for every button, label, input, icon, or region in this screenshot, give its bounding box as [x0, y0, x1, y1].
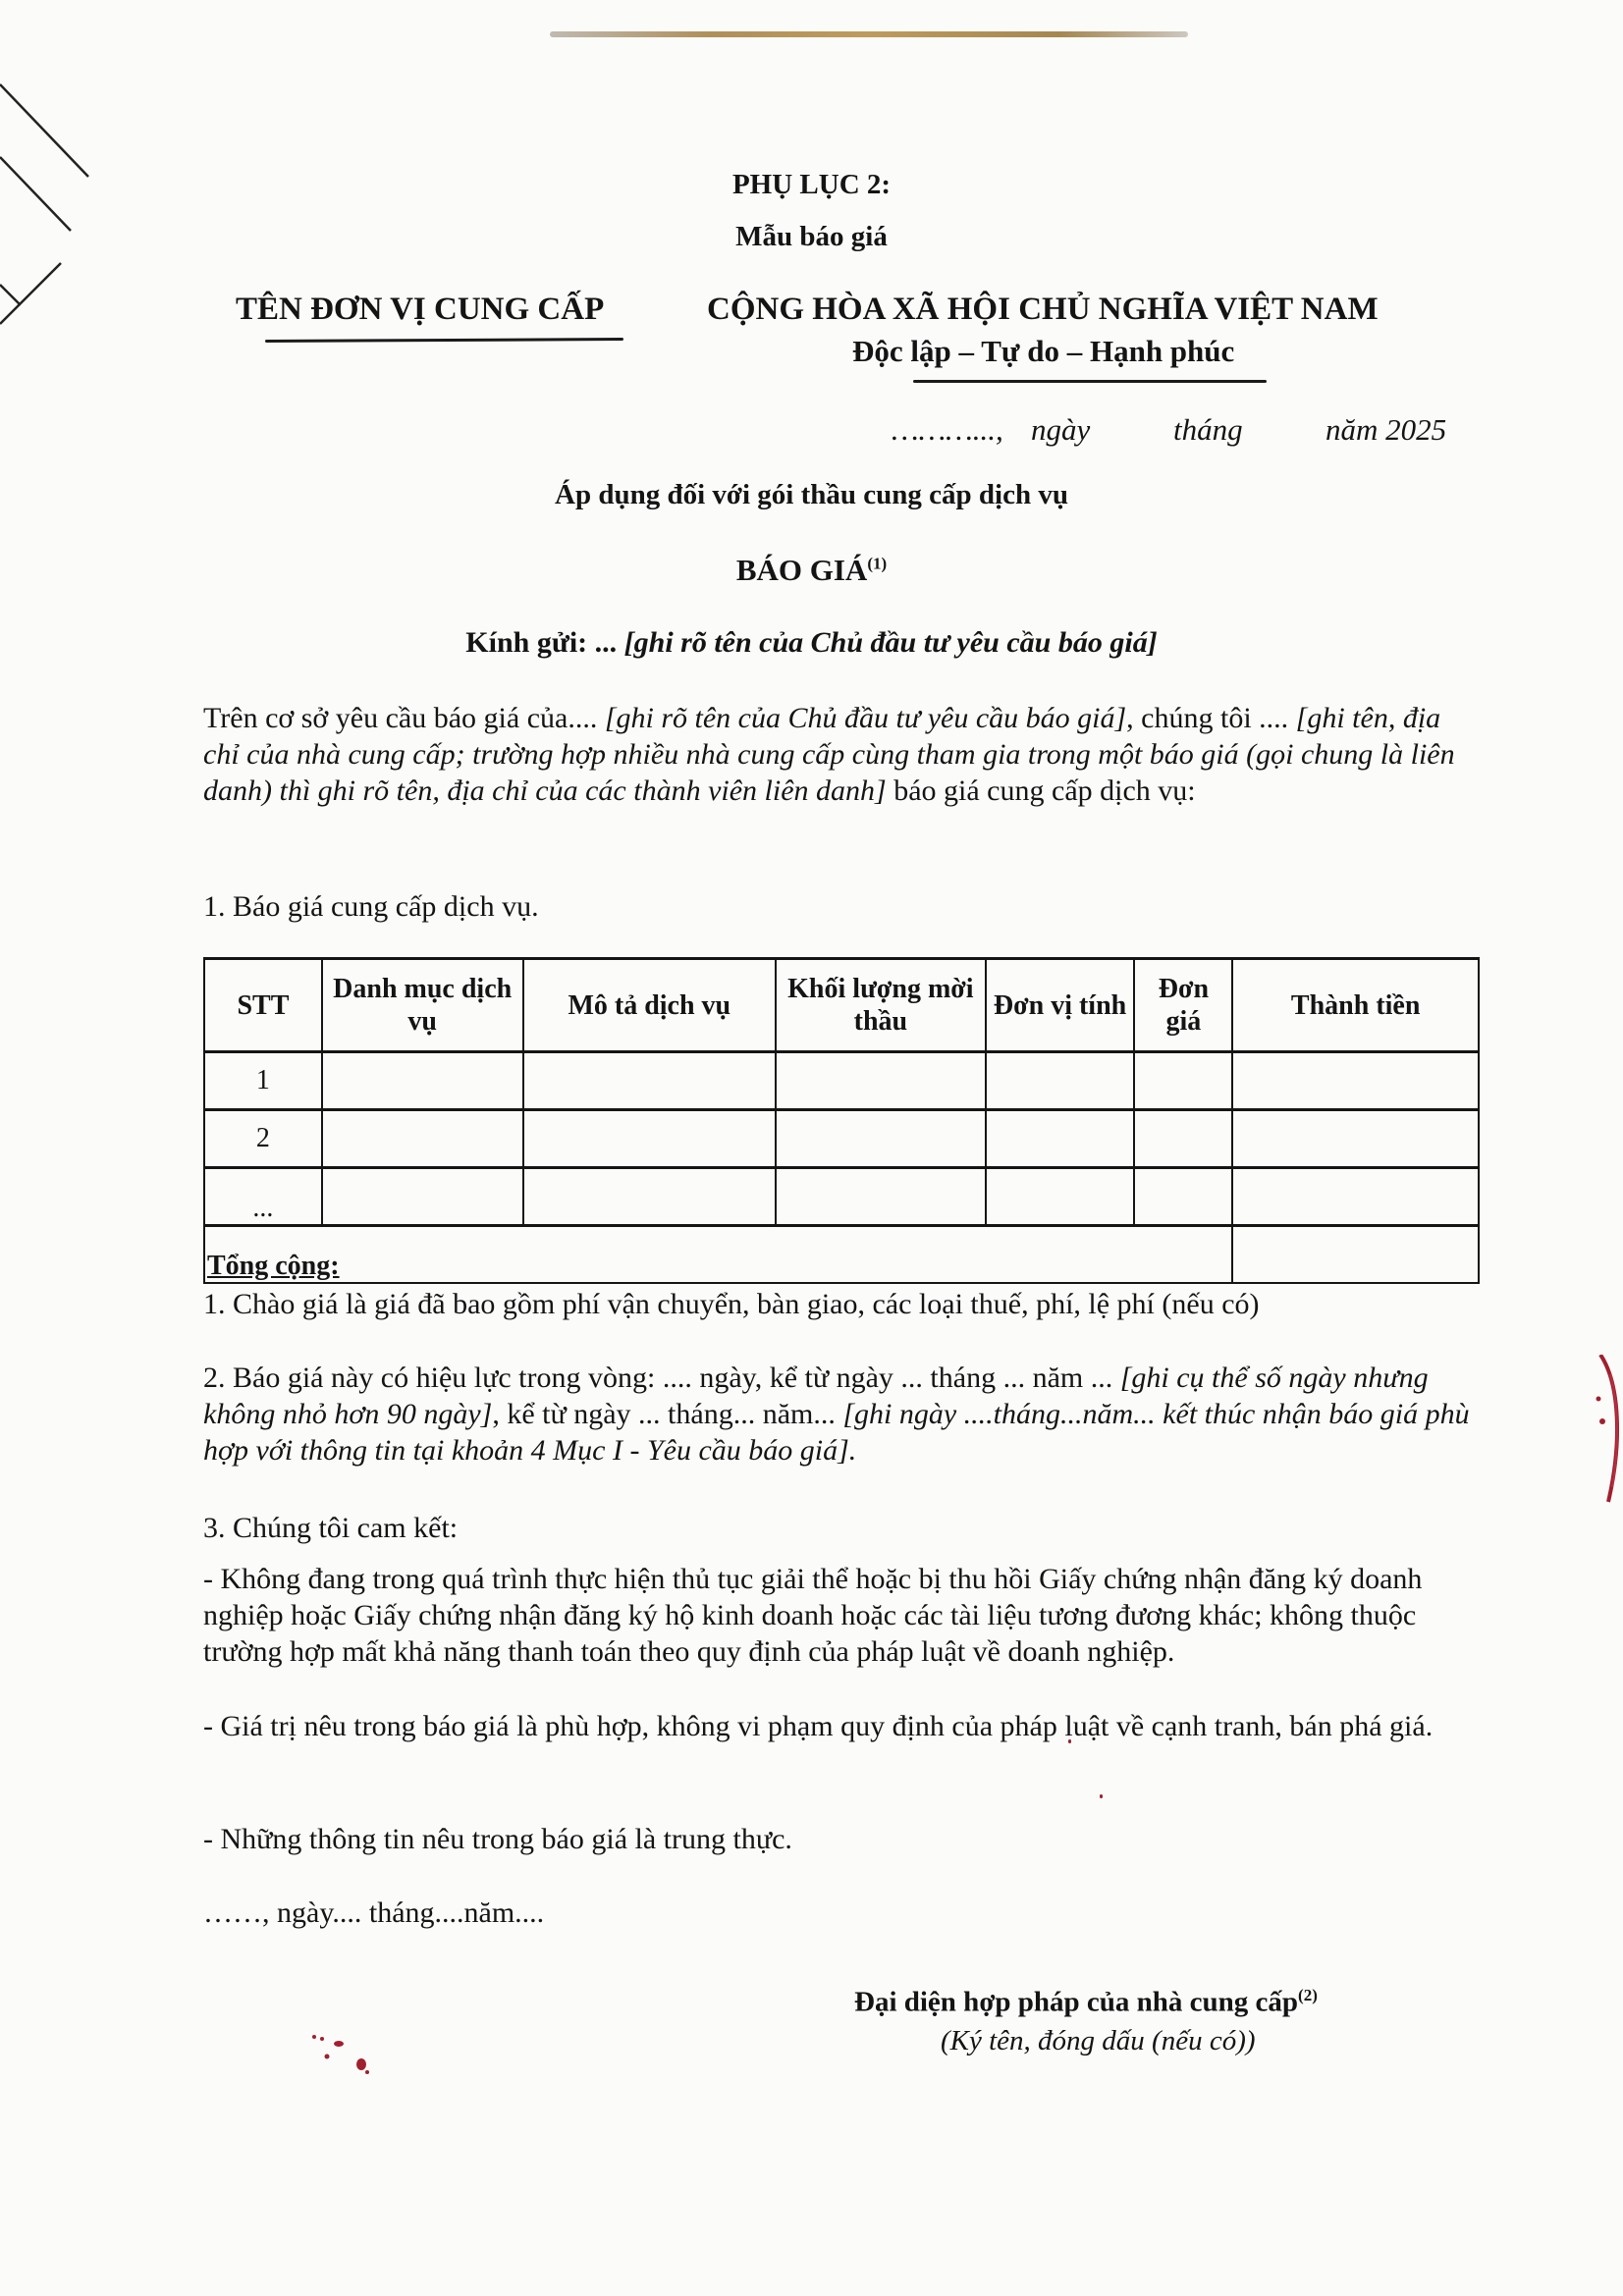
intro-paragraph: [203, 700, 1480, 809]
header-unit: Đơn vị tính: [986, 959, 1135, 1052]
total-value-cell[interactable]: [1232, 1226, 1479, 1284]
row-stt: 1: [204, 1052, 322, 1110]
cell-service-description[interactable]: [523, 1168, 777, 1226]
note-1: 1. Chào giá là giá đã bao gồm phí vận chuyển, bàn giao, các loại thuế, phí, lệ phí (nếu có): [203, 1288, 1260, 1320]
commitment-item: - Những thông tin nêu trong báo giá là trung thực.: [203, 1823, 792, 1855]
organization-underline: [265, 338, 623, 343]
table-row: [204, 1168, 1479, 1226]
organization-name-placeholder: TÊN ĐƠN VỊ CUNG CẤP: [236, 292, 605, 327]
cell-tender-quantity[interactable]: [776, 1052, 986, 1110]
cell-unit[interactable]: [986, 1168, 1135, 1226]
scan-edge-artifact: [550, 31, 1188, 37]
cell-unit[interactable]: [986, 1052, 1135, 1110]
intro-placeholder-investor: [ghi rõ tên của Chủ đầu tư yêu cầu báo giá]: [604, 702, 1127, 734]
header-service-description: Mô tả dịch vụ: [523, 959, 777, 1052]
section1-title: 1. Báo giá cung cấp dịch vụ.: [203, 890, 539, 923]
table-row: [204, 1052, 1479, 1110]
quote-title-text: BÁO GIÁ: [735, 553, 868, 587]
ink-speck: [1100, 1794, 1103, 1798]
motto-underline: [913, 380, 1267, 383]
applicability-line: Áp dụng đối với gói thầu cung cấp dịch vụ: [555, 479, 1068, 510]
corner-mark-icon: [0, 79, 118, 334]
header-total-amount: Thành tiền: [1232, 959, 1479, 1052]
cell-total-amount[interactable]: [1232, 1168, 1479, 1226]
quote-title: [0, 553, 1623, 588]
cell-unit[interactable]: [986, 1110, 1135, 1168]
commitment-item: - Không đang trong quá trình thực hiện thủ tục giải thể hoặc bị thu hồi Giấy chứng nhận đăng ký doanh nghiệp hoặc Giấy chứng nhận đăng ký hộ kinh doanh hoặc các tài liệu tương đương khác; không thuộc trường hợp mất khả năng thanh toán theo quy định của pháp luật về doanh nghiệp.: [203, 1563, 1423, 1668]
date-day-label: ngày: [1031, 412, 1091, 447]
form-title: Mẫu báo giá: [735, 221, 888, 252]
cell-service-category[interactable]: [322, 1052, 523, 1110]
intro-text: Trên cơ sở yêu cầu báo giá của....: [203, 702, 605, 734]
intro-placeholder-supplier: [ghi tên, địa chỉ của nhà cung cấp; trường hợp nhiều nhà cung cấp cùng tham gia trong một báo giá (gọi chung là liên danh) thì ghi rõ tên, địa chỉ của các thành viên liên danh]: [203, 702, 1455, 807]
addressee-line: [0, 626, 1623, 660]
appendix-title: PHỤ LỤC 2:: [731, 169, 892, 200]
commitment-item: - Giá trị nêu trong báo giá là phù hợp, không vi phạm quy định của pháp luật về cạnh tranh, bán phá giá.: [203, 1710, 1434, 1742]
signature-title: [854, 1986, 1318, 2019]
date-month-label: tháng: [1173, 412, 1243, 447]
table-row: [204, 1110, 1479, 1168]
row-stt: 2: [204, 1110, 322, 1168]
red-stamp-fragment-icon: [1591, 1355, 1623, 1512]
cell-tender-quantity[interactable]: [776, 1168, 986, 1226]
header-unit-price: Đơn giá: [1134, 959, 1232, 1052]
cell-unit-price[interactable]: [1134, 1168, 1232, 1226]
addressee-label: Kính gửi: ...: [465, 626, 618, 659]
intro-text: , chúng tôi ....: [1126, 702, 1296, 734]
note-2-placeholder-days: [ghi cụ thể số ngày nhưng không nhỏ hơn 90 ngày]: [203, 1362, 1429, 1430]
footnote-ref-1: (1): [867, 554, 888, 573]
cell-unit-price[interactable]: [1134, 1052, 1232, 1110]
cell-service-description[interactable]: [523, 1052, 777, 1110]
nation-name: CỘNG HÒA XÃ HỘI CHỦ NGHĨA VIỆT NAM: [707, 292, 1379, 327]
row-stt: ...: [204, 1168, 322, 1226]
note-2-text: 2. Báo giá này có hiệu lực trong vòng: .... ngày, kể từ ngày ... tháng ... năm ...: [203, 1362, 1120, 1394]
note-2-text: , kể từ ngày ... tháng... năm...: [492, 1398, 843, 1430]
header-tender-quantity: Khối lượng mời thầu: [776, 959, 986, 1052]
cell-unit-price[interactable]: [1134, 1110, 1232, 1168]
cell-tender-quantity[interactable]: [776, 1110, 986, 1168]
national-motto: Độc lập – Tự do – Hạnh phúc: [852, 334, 1235, 368]
header-stt: STT: [204, 959, 322, 1052]
date-year-label: năm 2025: [1325, 412, 1447, 447]
table-header-row: [204, 959, 1479, 1052]
footnote-ref-2: (2): [1298, 1986, 1318, 2004]
quote-table: [203, 957, 1480, 1284]
note-2-placeholder-end-date: [ghi ngày ....tháng...năm... kết thúc nhận báo giá phù hợp với thông tin tại khoản 4 Mục I - Yêu cầu báo giá].: [203, 1398, 1470, 1467]
cell-service-description[interactable]: [523, 1110, 777, 1168]
total-label: Tổng cộng:: [204, 1226, 1232, 1284]
date-place-field: ………...,: [892, 412, 1003, 447]
cell-service-category[interactable]: [322, 1110, 523, 1168]
red-stamp-specks-icon: [295, 2027, 422, 2086]
table-total-row: [204, 1226, 1479, 1284]
signature-title-text: Đại diện hợp pháp của nhà cung cấp: [854, 1986, 1299, 2018]
signing-date-line: ……, ngày.... tháng....năm....: [203, 1896, 545, 1929]
commitments-title: 3. Chúng tôi cam kết:: [203, 1512, 459, 1544]
intro-text: báo giá cung cấp dịch vụ:: [886, 774, 1196, 807]
header-service-category: Danh mục dịch vụ: [322, 959, 523, 1052]
cell-total-amount[interactable]: [1232, 1052, 1479, 1110]
note-2: [203, 1360, 1480, 1468]
signature-note: (Ký tên, đóng dấu (nếu có)): [941, 2025, 1256, 2056]
cell-total-amount[interactable]: [1232, 1110, 1479, 1168]
addressee-placeholder: [ghi rõ tên của Chủ đầu tư yêu cầu báo giá]: [623, 626, 1158, 659]
cell-service-category[interactable]: [322, 1168, 523, 1226]
